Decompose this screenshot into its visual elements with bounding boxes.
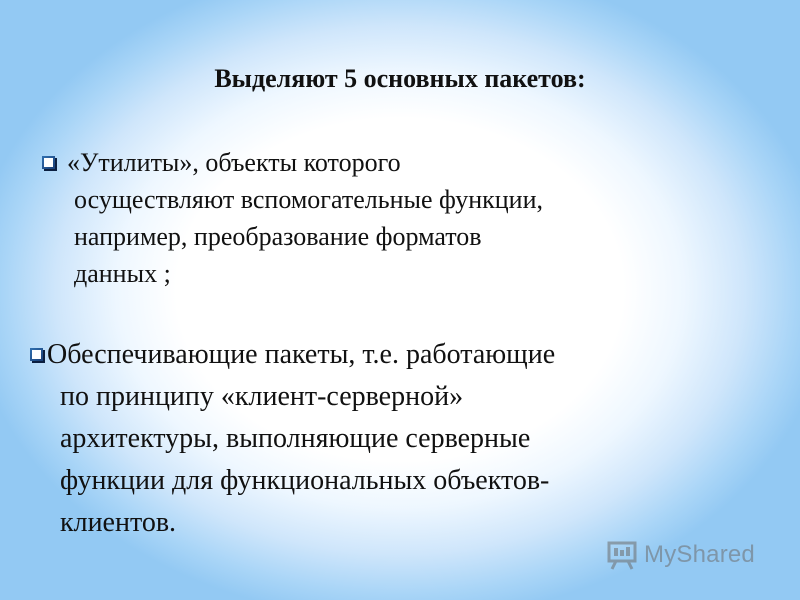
presentation-board-icon	[606, 539, 638, 571]
bullet-line: функции для функциональных объектов-	[60, 465, 550, 496]
bullet-line: Обеспечивающие пакеты, т.е. работающие	[30, 334, 760, 376]
checkbox-bullet-icon	[30, 348, 43, 361]
watermark-logo	[606, 537, 755, 573]
bullet-line: например, преобразование форматов	[74, 222, 482, 251]
watermark-text: MyShared	[644, 541, 755, 568]
slide-title: Выделяют 5 основных пакетов:	[214, 64, 586, 93]
bullet-line: «Утилиты», объекты которого	[42, 144, 742, 181]
bullet-line: осуществляют вспомогательные функции,	[74, 185, 543, 214]
checkbox-bullet-icon	[42, 156, 55, 169]
bullet-line: по принципу «клиент-серверной»	[60, 381, 464, 412]
bullet-utilities	[42, 144, 742, 292]
bullet-line: данных ;	[74, 259, 171, 288]
bullet-line: архитектуры, выполняющие серверные	[60, 423, 531, 454]
bullet-support-packages	[30, 334, 760, 544]
bullet-line: клиентов.	[60, 507, 177, 538]
